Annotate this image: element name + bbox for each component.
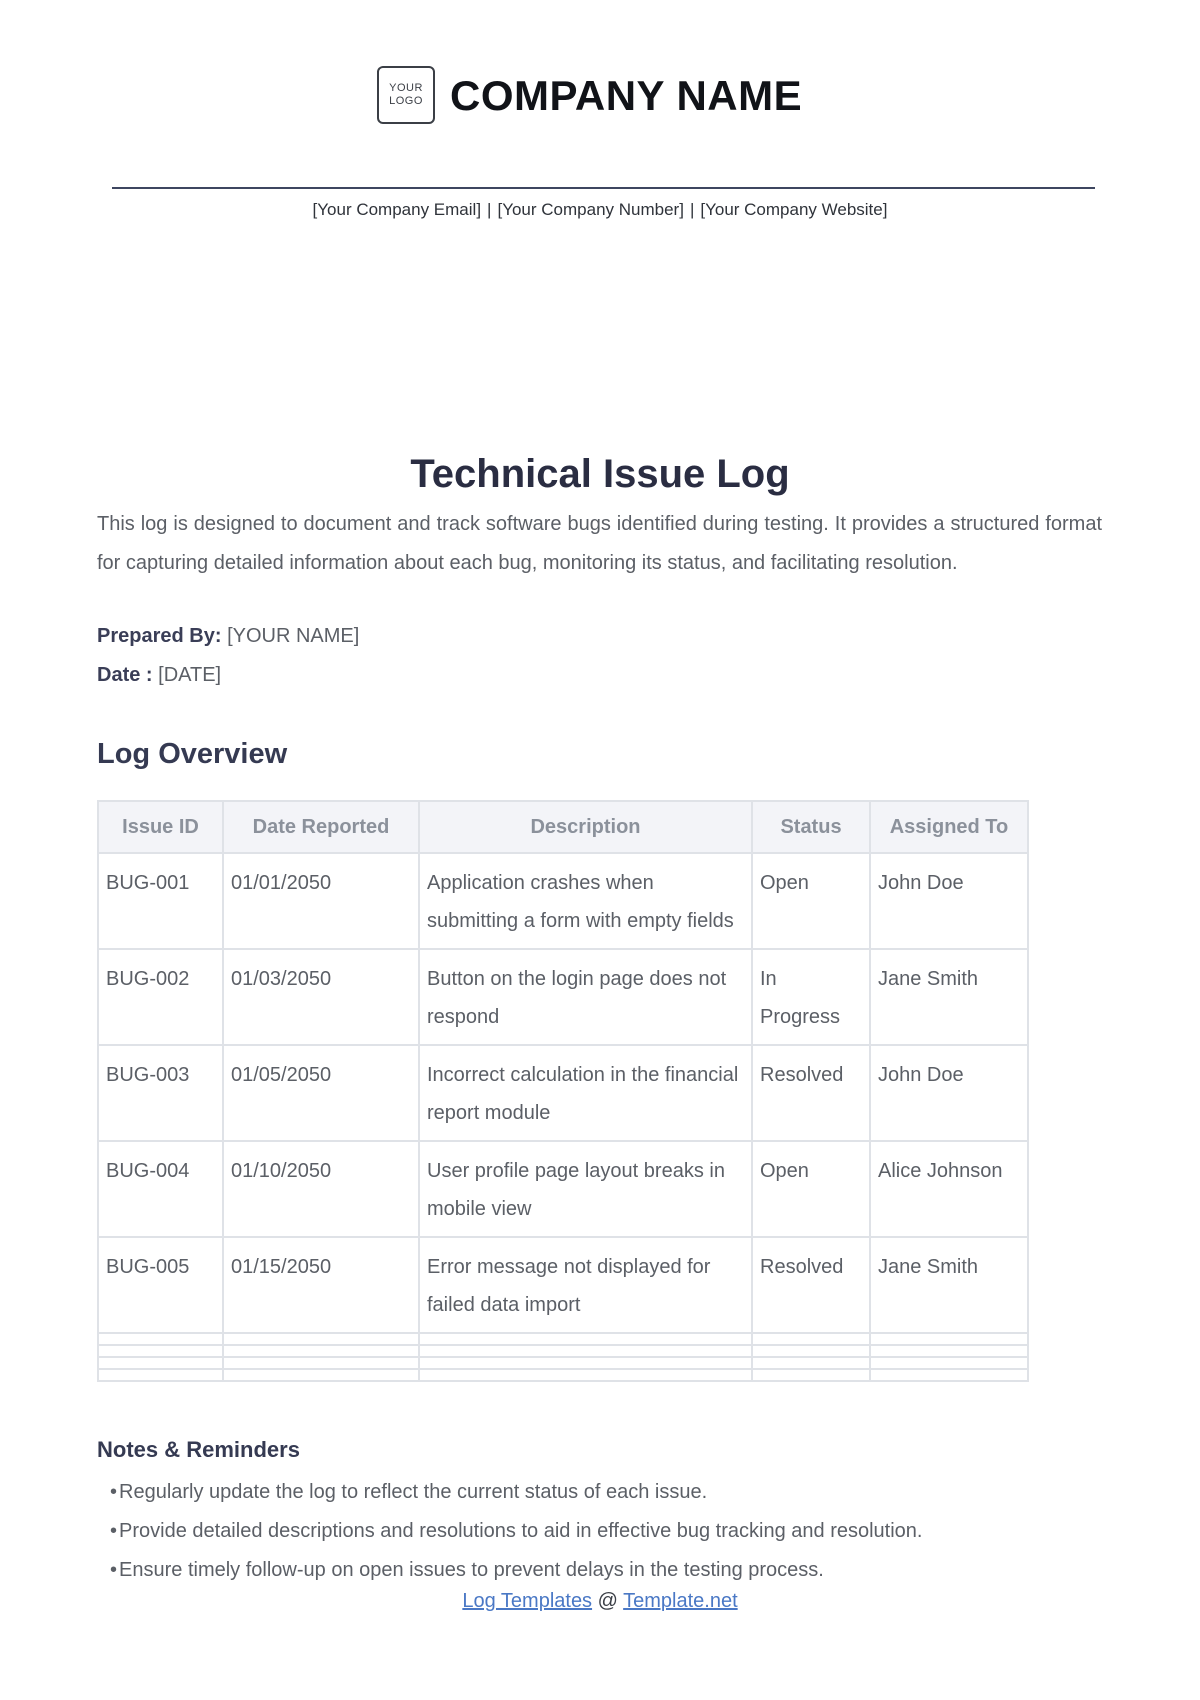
empty-cell — [223, 1345, 419, 1357]
empty-table-row — [98, 1345, 1028, 1357]
company-email: [Your Company Email] — [312, 200, 482, 219]
company-website: [Your Company Website] — [700, 200, 888, 219]
status-cell: Resolved — [752, 1045, 870, 1141]
logo-text-line2: LOGO — [389, 95, 423, 107]
document-title: Technical Issue Log — [410, 452, 790, 496]
column-header-status: Status — [752, 801, 870, 853]
empty-cell — [752, 1345, 870, 1357]
notes-list — [110, 1473, 922, 1590]
empty-cell — [98, 1357, 223, 1369]
footer-at-sign: @ — [597, 1590, 618, 1612]
date-reported-cell: 01/15/2050 — [223, 1237, 419, 1333]
date-reported-cell: 01/10/2050 — [223, 1141, 419, 1237]
date-reported-cell: 01/03/2050 — [223, 949, 419, 1045]
logo-text-line1: YOUR — [389, 82, 423, 94]
issue-id-cell: BUG-004 — [98, 1141, 223, 1237]
empty-cell — [870, 1333, 1028, 1345]
column-header-date-reported: Date Reported — [223, 801, 419, 853]
assigned-to-cell: John Doe — [870, 853, 1028, 949]
empty-cell — [223, 1357, 419, 1369]
log-templates-link[interactable]: Log Templates — [462, 1590, 593, 1612]
empty-table-row — [98, 1369, 1028, 1381]
contact-separator: | — [689, 200, 695, 219]
company-logo — [377, 66, 435, 124]
company-name: COMPANY NAME — [450, 72, 803, 119]
description-cell: Error message not displayed for failed data import — [419, 1237, 752, 1333]
table-header-row — [98, 801, 1028, 853]
status-cell: In Progress — [752, 949, 870, 1045]
date-value: [DATE] — [158, 664, 222, 686]
empty-cell — [419, 1357, 752, 1369]
table-row — [98, 1237, 1028, 1333]
empty-cell — [223, 1369, 419, 1381]
date-line — [97, 664, 221, 687]
assigned-to-cell: John Doe — [870, 1045, 1028, 1141]
issue-log-table — [97, 800, 1029, 1382]
empty-table-row — [98, 1357, 1028, 1369]
description-cell: User profile page layout breaks in mobile view — [419, 1141, 752, 1237]
log-overview-heading: Log Overview — [97, 738, 288, 770]
empty-cell — [752, 1369, 870, 1381]
notes-heading: Notes & Reminders — [97, 1437, 300, 1462]
intro-paragraph: This log is designed to document and track software bugs identified during testing. It provides a structured format for capturing detailed information about each bug, monitoring its status, and facilitating resolution. — [97, 513, 1102, 574]
empty-cell — [752, 1333, 870, 1345]
description-cell: Button on the login page does not respond — [419, 949, 752, 1045]
issue-id-cell: BUG-003 — [98, 1045, 223, 1141]
footer — [0, 1590, 1200, 1613]
empty-cell — [419, 1345, 752, 1357]
date-reported-cell: 01/05/2050 — [223, 1045, 419, 1141]
header-divider — [112, 187, 1095, 189]
empty-cell — [223, 1333, 419, 1345]
status-cell: Resolved — [752, 1237, 870, 1333]
column-header-issue-id: Issue ID — [98, 801, 223, 853]
note-item: • Ensure timely follow-up on open issues to prevent delays in the testing process. — [110, 1551, 922, 1590]
issue-id-cell: BUG-005 — [98, 1237, 223, 1333]
status-cell: Open — [752, 853, 870, 949]
assigned-to-cell: Alice Johnson — [870, 1141, 1028, 1237]
prepared-by-label: Prepared By: — [97, 625, 222, 647]
empty-cell — [98, 1333, 223, 1345]
empty-cell — [419, 1369, 752, 1381]
date-reported-cell: 01/01/2050 — [223, 853, 419, 949]
issue-id-cell: BUG-001 — [98, 853, 223, 949]
table-row — [98, 949, 1028, 1045]
table-row — [98, 853, 1028, 949]
description-cell: Incorrect calculation in the financial report module — [419, 1045, 752, 1141]
column-header-description: Description — [419, 801, 752, 853]
header — [0, 66, 1200, 130]
table-row — [98, 1141, 1028, 1237]
note-item: • Regularly update the log to reflect the current status of each issue. — [110, 1473, 922, 1512]
empty-cell — [752, 1357, 870, 1369]
empty-cell — [870, 1369, 1028, 1381]
assigned-to-cell: Jane Smith — [870, 1237, 1028, 1333]
company-contacts — [0, 200, 1200, 220]
empty-cell — [98, 1345, 223, 1357]
table-row — [98, 1045, 1028, 1141]
empty-cell — [419, 1333, 752, 1345]
company-number: [Your Company Number] — [497, 200, 684, 219]
contact-separator: | — [487, 200, 492, 219]
date-label: Date : — [97, 664, 153, 686]
template-net-link[interactable]: Template.net — [623, 1590, 738, 1612]
note-item: • Provide detailed descriptions and resolutions to aid in effective bug tracking and resolution. — [110, 1512, 922, 1551]
prepared-by-value: [YOUR NAME] — [227, 625, 360, 647]
description-cell: Application crashes when submitting a form with empty fields — [419, 853, 752, 949]
status-cell: Open — [752, 1141, 870, 1237]
issue-id-cell: BUG-002 — [98, 949, 223, 1045]
prepared-by — [97, 625, 359, 648]
empty-cell — [870, 1345, 1028, 1357]
empty-cell — [870, 1357, 1028, 1369]
assigned-to-cell: Jane Smith — [870, 949, 1028, 1045]
empty-table-row — [98, 1333, 1028, 1345]
empty-cell — [98, 1369, 223, 1381]
column-header-assigned-to: Assigned To — [870, 801, 1028, 853]
